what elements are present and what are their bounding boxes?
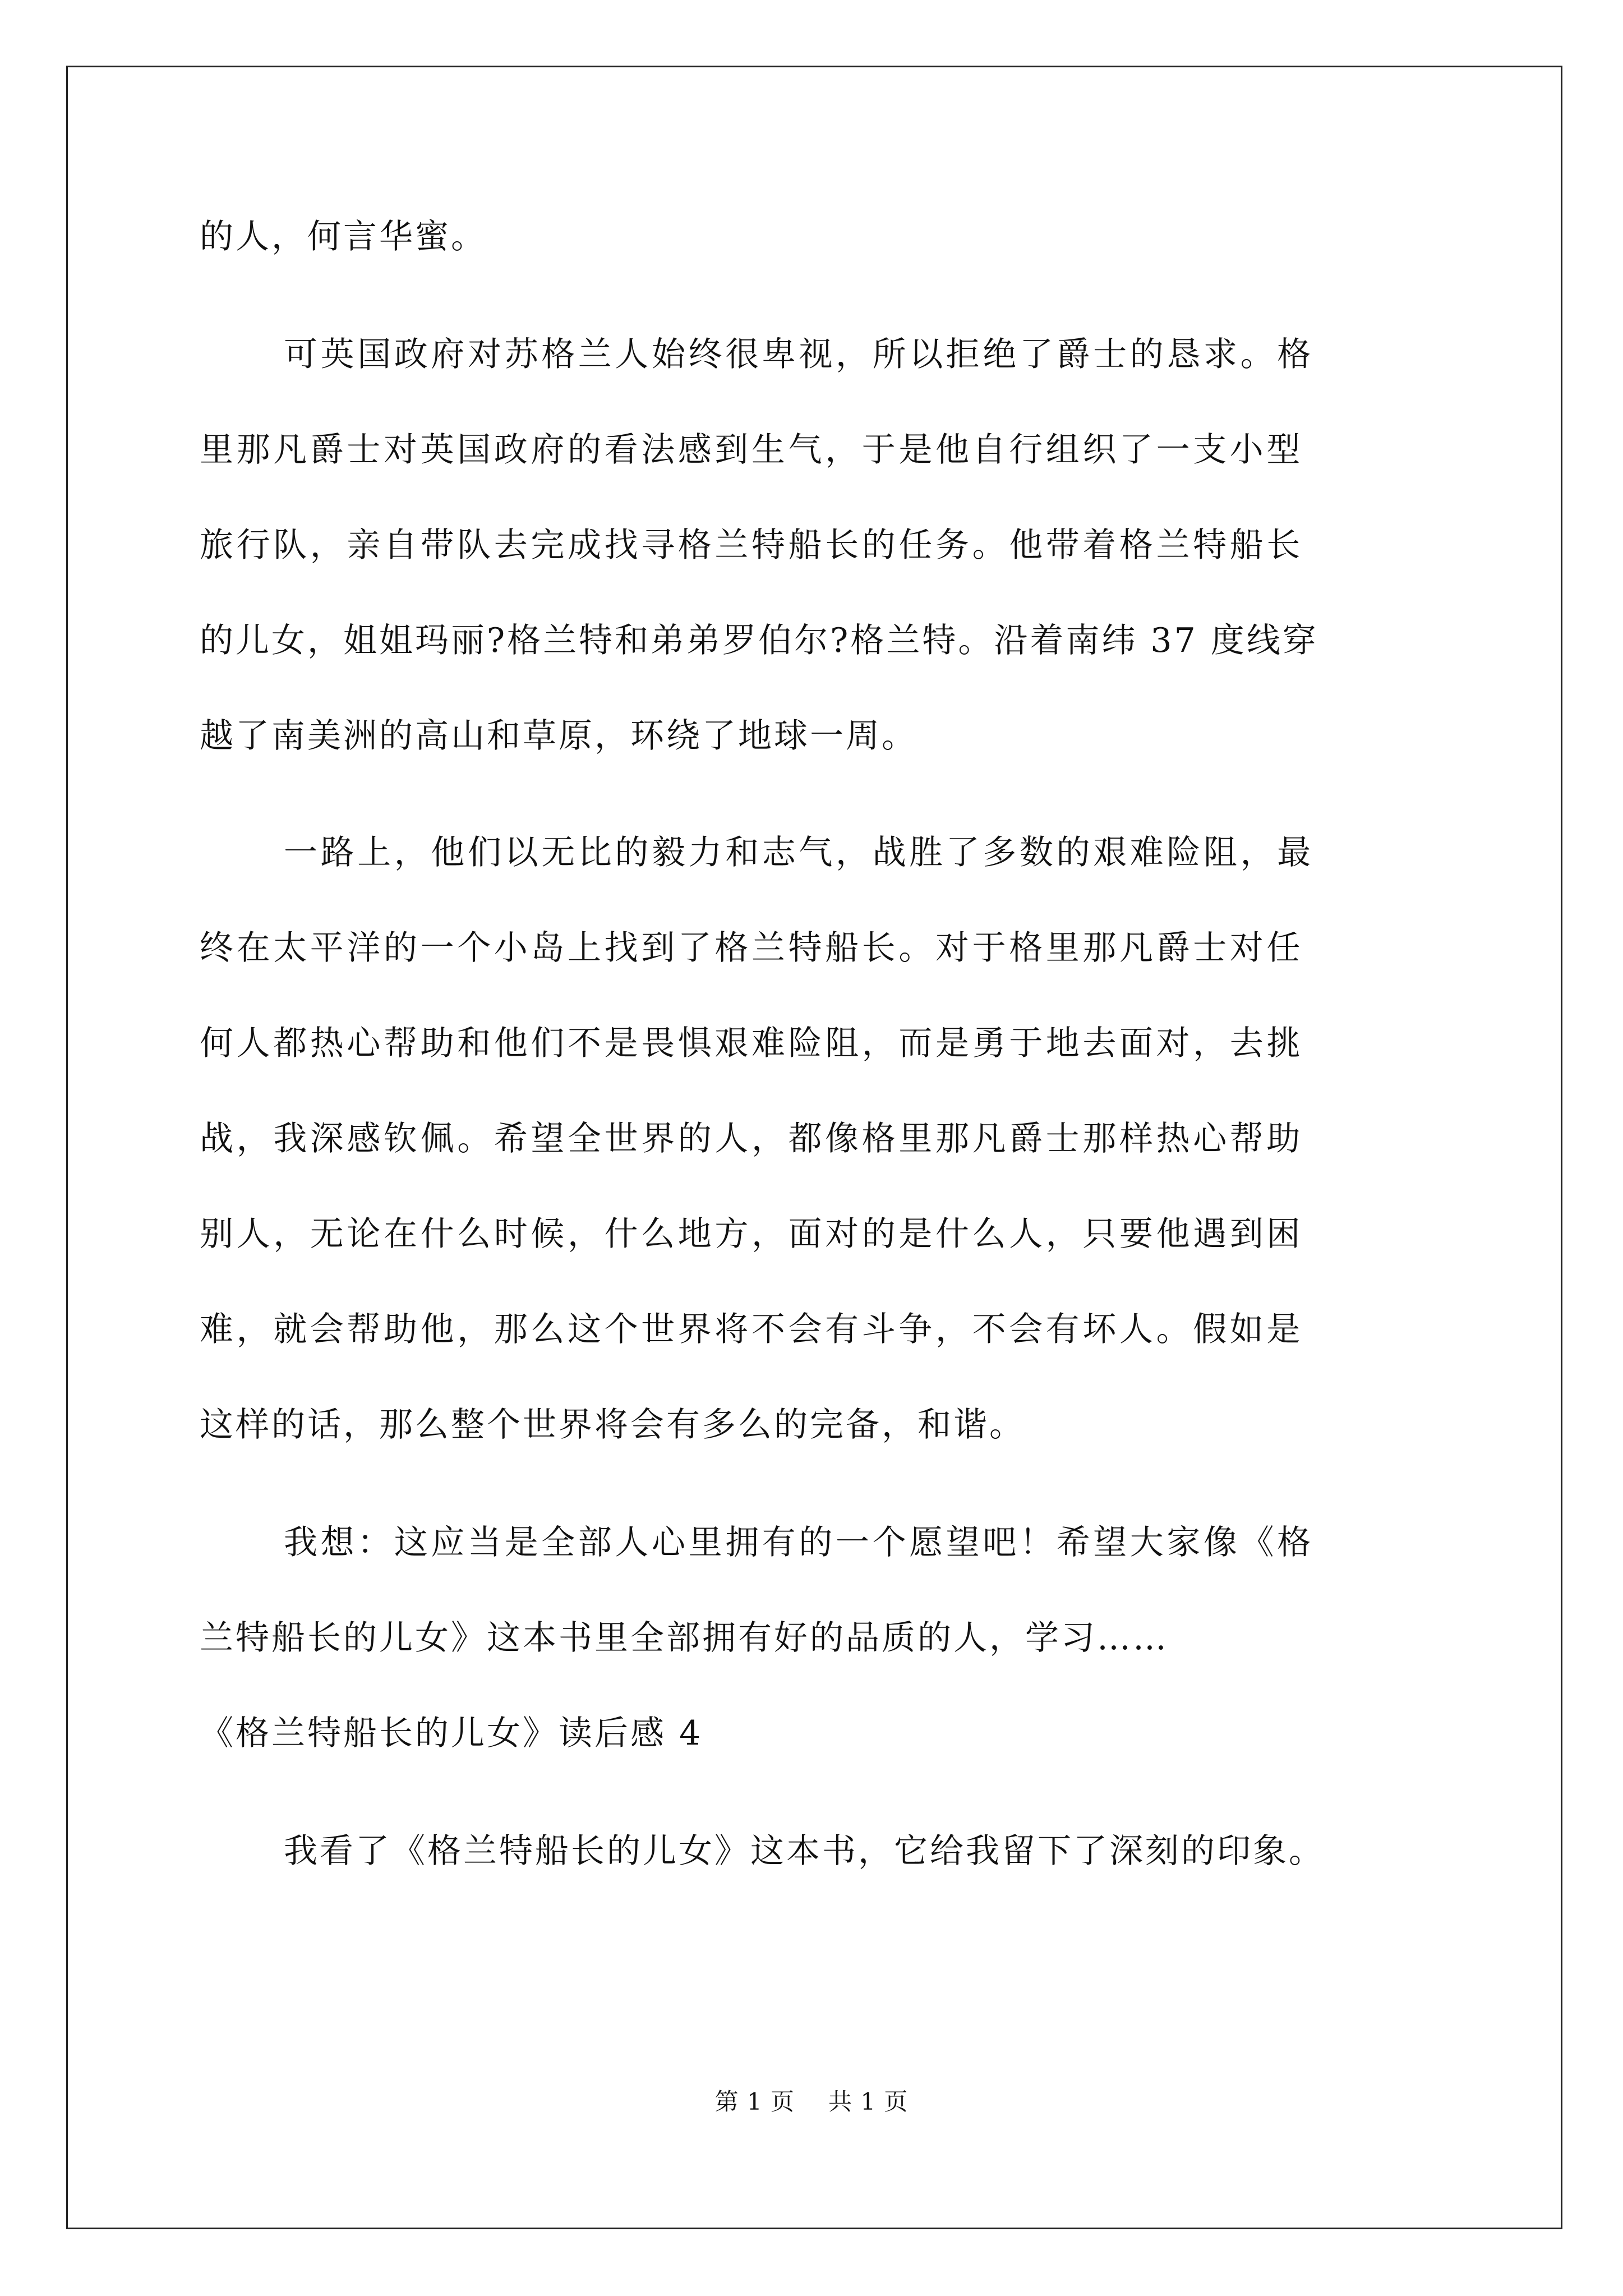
- paragraph-line: 旅行队，亲自带队去完成找寻格兰特船长的任务。他带着格兰特船长: [200, 526, 1303, 565]
- page-footer: [0, 2085, 1623, 2119]
- paragraph-line: 战，我深感钦佩。希望全世界的人，都像格里那凡爵士那样热心帮助: [200, 1119, 1303, 1158]
- paragraph-line: 的人，何言华蜜。: [200, 217, 487, 256]
- page-number-current: 第 1 页: [714, 2088, 795, 2115]
- paragraph-line: 我看了《格兰特船长的儿女》这本书，它给我留下了深刻的印象。: [284, 1832, 1325, 1871]
- section-heading: 《格兰特船长的儿女》读后感 4: [200, 1714, 703, 1753]
- paragraph-line: 这样的话，那么整个世界将会有多么的完备，和谐。: [200, 1405, 1025, 1444]
- paragraph-line: 一路上，他们以无比的毅力和志气，战胜了多数的艰难险阻，最: [284, 833, 1314, 872]
- paragraph-line: 何人都热心帮助和他们不是畏惧艰难险阻，而是勇于地去面对，去挑: [200, 1024, 1303, 1063]
- paragraph-line: 终在太平洋的一个小岛上找到了格兰特船长。对于格里那凡爵士对任: [200, 928, 1303, 968]
- paragraph-line: 兰特船长的儿女》这本书里全部拥有好的品质的人，学习……: [200, 1618, 1169, 1658]
- paragraph-line: 难，就会帮助他，那么这个世界将不会有斗争，不会有坏人。假如是: [200, 1310, 1303, 1349]
- page-number-total: 共 1 页: [828, 2088, 909, 2115]
- paragraph-line: 可英国政府对苏格兰人始终很卑视，所以拒绝了爵士的恳求。格: [284, 335, 1314, 374]
- paragraph-line: 别人，无论在什么时候，什么地方，面对的是什么人，只要他遇到困: [200, 1214, 1303, 1254]
- paragraph-line: 我想：这应当是全部人心里拥有的一个愿望吧！希望大家像《格: [284, 1523, 1314, 1562]
- paragraph-line: 里那凡爵士对英国政府的看法感到生气，于是他自行组织了一支小型: [200, 430, 1303, 470]
- paragraph-line: 的儿女，姐姐玛丽?格兰特和弟弟罗伯尔?格兰特。沿着南纬 37 度线穿: [200, 621, 1318, 660]
- paragraph-line: 越了南美洲的高山和草原，环绕了地球一周。: [200, 716, 917, 756]
